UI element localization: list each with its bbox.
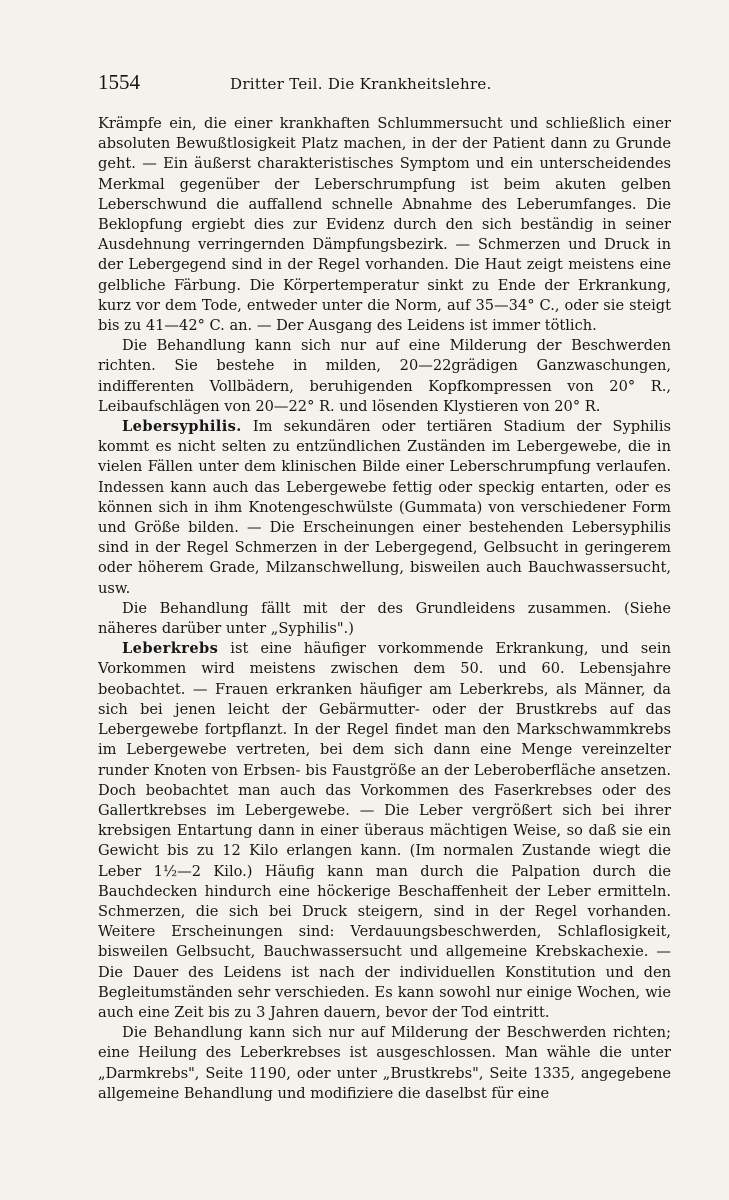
paragraph-treatment-lebersyphilis — [98, 599, 671, 639]
paragraph-text: Die Behandlung fällt mit der des Grundleidens zusammen. (Siehe näheres darüber unter „Syphilis".) — [98, 599, 671, 638]
paragraph-text: Krämpfe ein, die einer krankhaften Schlummersucht und schließlich einer absoluten Bewußtlosigkeit Platz machen, in der der Patient dann zu Grunde geht. — Ein äußerst charakteristisches Symptom und ein unterscheidendes Merkmal gegenüber der Leberschrumpfung ist beim akuten gelben Leberschwund die auffallend schnelle Abnahme des Leberumfanges. Die Beklopfung ergiebt dies zur Evidenz durch den sich beständig in seiner Ausdehnung verringernden Dämpfungsbezirk. — Schmerzen und Druck in der Lebergegend sind in der Regel vorhanden. Die Haut zeigt meistens eine gelbliche Färbung. Die Körpertemperatur sinkt zu Ende der Erkrankung, kurz vor dem Tode, entweder unter die Norm, auf 35—34° C., oder sie steigt bis zu 41—42° C. an. — Der Ausgang des Leidens ist immer tötlich. — [98, 115, 671, 335]
section-term: Lebersyphilis. — [122, 418, 242, 436]
paragraph-text: Im sekundären oder tertiären Stadium der Syphilis kommt es nicht selten zu entzündlichen Zuständen im Lebergewebe, die in vielen Fällen unter dem klinischen Bilde einer Leberschrumpfung verlaufen. Indessen kann auch das Lebergewebe fettig oder speckig entarten, oder es können sich in ihm Knotengeschwülste (Gummata) von verschiedener Form und Größe bilden. — Die Erscheinungen einer bestehenden Lebersyphilis sind in der Regel Schmerzen in der Lebergegend, Gelbsucht in geringerem oder höherem Grade, Milzanschwellung, bisweilen auch Bauchwassersucht, usw. — [98, 418, 671, 597]
paragraph-leberkrebs — [98, 639, 671, 1023]
page-number: 1554 — [98, 70, 140, 94]
page-header — [98, 70, 671, 104]
body-text — [98, 114, 671, 1104]
paragraph-text: Die Behandlung kann sich nur auf Milderung der Beschwerden richten; eine Heilung des Leberkrebses ist ausgeschlossen. Man wähle die unter „Darmkrebs", Seite 1190, oder unter „Brustkrebs", Seite 1335, angegebene allgemeine Behandlung und modifiziere die daselbst für eine — [98, 1024, 671, 1102]
paragraph-treatment-leberkrebs — [98, 1023, 671, 1104]
running-head: Dritter Teil. Die Krankheitslehre. — [230, 75, 492, 93]
section-term: Leberkrebs — [122, 640, 219, 658]
paragraph-lebersyphilis — [98, 417, 671, 599]
paragraph-leberschwund-continued — [98, 114, 671, 336]
paragraph-text: Die Behandlung kann sich nur auf eine Milderung der Beschwerden richten. Sie bestehe in milden, 20—22grädigen Ganzwaschungen, indifferenten Vollbädern, beruhigenden Kopfkompressen von 20° R., Leibaufschlägen von 20—22° R. und lösenden Klystieren von 20° R. — [98, 337, 671, 415]
paragraph-treatment-leberschwund — [98, 336, 671, 417]
paragraph-text: ist eine häufiger vorkommende Erkrankung, und sein Vorkommen wird meistens zwischen dem 50. und 60. Lebensjahre beobachtet. — Frauen erkranken häufiger am Leberkrebs, als Männer, da sich bei jenen leicht der Gebärmutter- oder der Brustkrebs auf das Lebergewebe fortpflanzt. In der Regel findet man den Markschwammkrebs im Lebergewebe vertreten, bei dem sich dann eine Menge vereinzelter runder Knoten von Erbsen- bis Faustgröße an der Leberoberfläche ansetzen. Doch beobachtet man auch das Vorkommen des Faserkrebses oder des Gallertkrebses im Lebergewebe. — Die Leber vergrößert sich bei ihrer krebsigen Entartung dann in einer überaus mächtigen Weise, so daß sie ein Gewicht bis zu 12 Kilo erlangen kann. (Im normalen Zustande wiegt die Leber 1½—2 Kilo.) Häufig kann man durch die Palpation durch die Bauchdecken hindurch eine höckerige Beschaffenheit der Leber ermitteln. Schmerzen, die sich bei Druck steigern, sind in der Regel vorhanden. Weitere Erscheinungen sind: Verdauungsbeschwerden, Schlaflosigkeit, bisweilen Gelbsucht, Bauchwassersucht und allgemeine Krebskachexie. — Die Dauer des Leidens ist nach der individuellen Konstitution und den Begleitumständen sehr verschieden. Es kann sowohl nur einige Wochen, wie auch eine Zeit bis zu 3 Jahren dauern, bevor der Tod eintritt. — [98, 640, 671, 1021]
